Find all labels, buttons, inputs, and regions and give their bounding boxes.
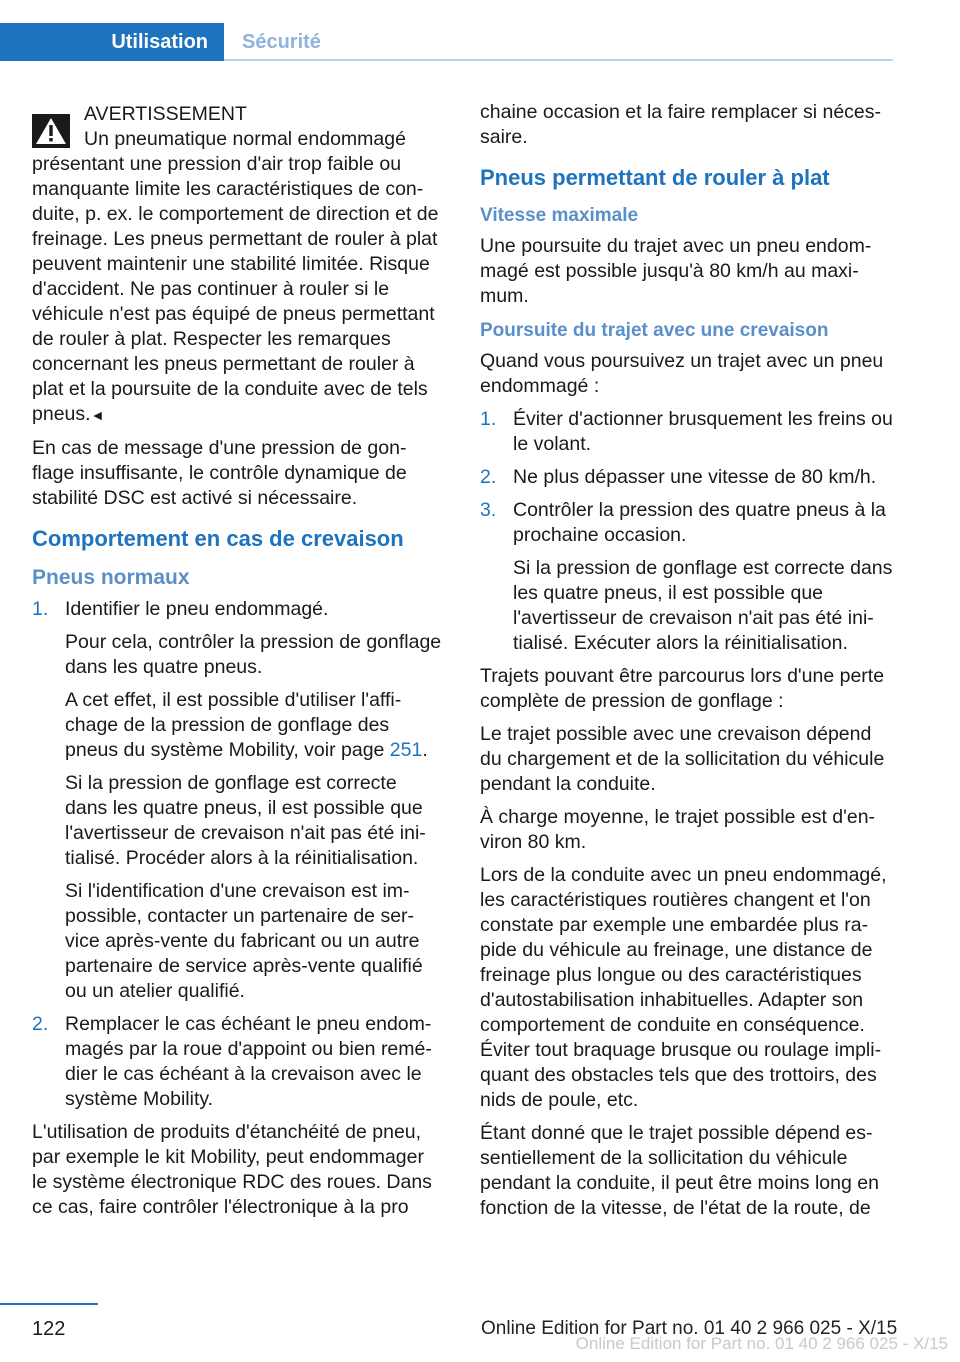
step-text: Si l'identification d'une crevaison est impossible, contacter un partenaire de service après-vente du fabricant ou un autre partenaire de service après-vente qualifié ou un atelier qualifié. [65,880,423,1002]
step-text: Éviter d'actionner brusquement les freins ou le volant. [513,408,893,455]
paragraph-produits: L'utilisation de produits d'étanchéité de pneu, par exemple le kit Mobility, peut endommager le système électronique RDC des roues. Dans ce cas, faire contrôler l'électronique à la pro [32,1121,432,1218]
step-text-part: . [422,739,428,761]
step-text: Pour cela, contrôler la pression de gonflage dans les quatre pneus. [65,631,442,678]
step-text: Remplacer le cas échéant le pneu endommagés par la roue d'appoint ou bien remédier le cas échéant à la crevaison avec le système Mobility. [65,1013,432,1110]
list-item [32,597,442,1004]
paragraph-quand: Quand vous poursuivez un trajet avec un pneu endommagé : [480,350,884,397]
step-text: Si la pression de gonflage est correcte dans les quatre pneus, il est possible que l'avertisseur de crevaison n'ait pas été initialisé. Exécuter alors la réinitialisation. [513,557,893,654]
page-link[interactable]: 251 [389,739,423,761]
list-item [480,498,895,656]
heading-pneus-normaux: Pneus normaux [32,566,190,589]
heading-crevaison: Comportement en cas de crevaison [32,526,404,551]
heading-poursuite: Poursuite du trajet avec une crevaison [480,320,829,341]
section-tabs [0,23,893,61]
paragraph-continuation: chaine occasion et la faire remplacer si nécessaire. [480,101,882,148]
warning-block [32,102,442,428]
warning-text [32,127,442,428]
step-text: Identifier le pneu endommagé. [65,598,329,620]
step-text: Ne plus dépasser une vitesse de 80 km/h. [513,466,877,488]
list-item [32,1012,442,1112]
tab-utilisation[interactable]: Utilisation [0,23,224,61]
list-number: 2. [480,466,497,488]
list-number: 1. [480,408,497,430]
step-text [65,688,442,763]
steps-list-normaux [32,597,442,1112]
page-number-rule [0,1303,98,1305]
list-number: 3. [480,499,497,521]
page-number: 122 [32,1318,66,1340]
warning-body: Un pneumatique normal endommagé présentant une pression d'air trop faible ou manquante limite les caractéristiques de conduite, p. ex. le comportement de direction et de freinage. Les pneus permettant de rouler à plat peuvent maintenir une stabilité limitée. Risque d'accident. Ne pas continuer à rouler si le véhicule n'est pas équipé de pneus permettant de rouler à plat. Respecter les remarques concernant les pneus permettant de rouler à plat et la poursuite de la conduite avec de tels pneus. [32,128,439,425]
right-column [480,100,895,1229]
watermark: Online Edition for Part no. 01 40 2 966 025 - X/15 [575,1334,948,1353]
steps-list-plat [480,407,895,656]
heading-rouler-a-plat: Pneus permettant de rouler à plat [480,165,830,190]
paragraph-dsc: En cas de message d'une pression de gonflage insuffisante, le contrôle dynamique de stabilité DSC est activé si nécessaire. [32,437,407,509]
warning-title: AVERTISSEMENT [84,103,247,125]
paragraph-conduite: Lors de la conduite avec un pneu endommagé, les caractéristiques routières changent et l'on constate par exemple une embardée plus rapide du véhicule au freinage, une distance de freinage plus longue ou des caractéristiques d'autostabilisation inhabituelles. Adapter son comportement de conduite en conséquence. Éviter tout braquage brusque ou roulage impliquant des obstacles tels que des trottoirs, des nids de poule, etc. [480,864,887,1111]
step-text-part: A cet effet, il est possible d'utiliser l'affichage de la pression de gonflage des pneus du système Mobility, voir page [65,689,402,761]
tab-divider [224,59,893,61]
end-mark: ◄ [90,407,105,423]
list-number: 2. [32,1013,49,1035]
list-item [480,407,895,457]
paragraph-etant: Étant donné que le trajet possible dépend essentiellement de la sollicitation du véhicule pendant la conduite, il peut être moins long en fonction de la vitesse, de l'état de la route, de [480,1122,879,1219]
tab-securite[interactable]: Sécurité [242,30,321,53]
paragraph-trajets: Trajets pouvant être parcourus lors d'une perte complète de pression de gonflage : [480,665,885,712]
paragraph-charge: À charge moyenne, le trajet possible est d'environ 80 km. [480,806,876,853]
paragraph-depend: Le trajet possible avec une crevaison dépend du chargement et de la sollicitation du véhicule pendant la conduite. [480,723,885,795]
list-item [480,465,895,490]
footer-edition: Online Edition for Part no. 01 40 2 966 025 - X/15 [481,1318,898,1339]
heading-vitesse-maximale: Vitesse maximale [480,205,639,226]
warning-icon [32,114,70,148]
list-number: 1. [32,598,49,620]
step-text: Contrôler la pression des quatre pneus à la prochaine occasion. [513,499,886,546]
paragraph-vitesse: Une poursuite du trajet avec un pneu endommagé est possible jusqu'à 80 km/h au maximum. [480,235,872,307]
left-column [32,100,442,1228]
step-text: Si la pression de gonflage est correcte dans les quatre pneus, il est possible que l'avertisseur de crevaison n'ait pas été initialisé. Procéder alors à la réinitialisation. [65,772,426,869]
